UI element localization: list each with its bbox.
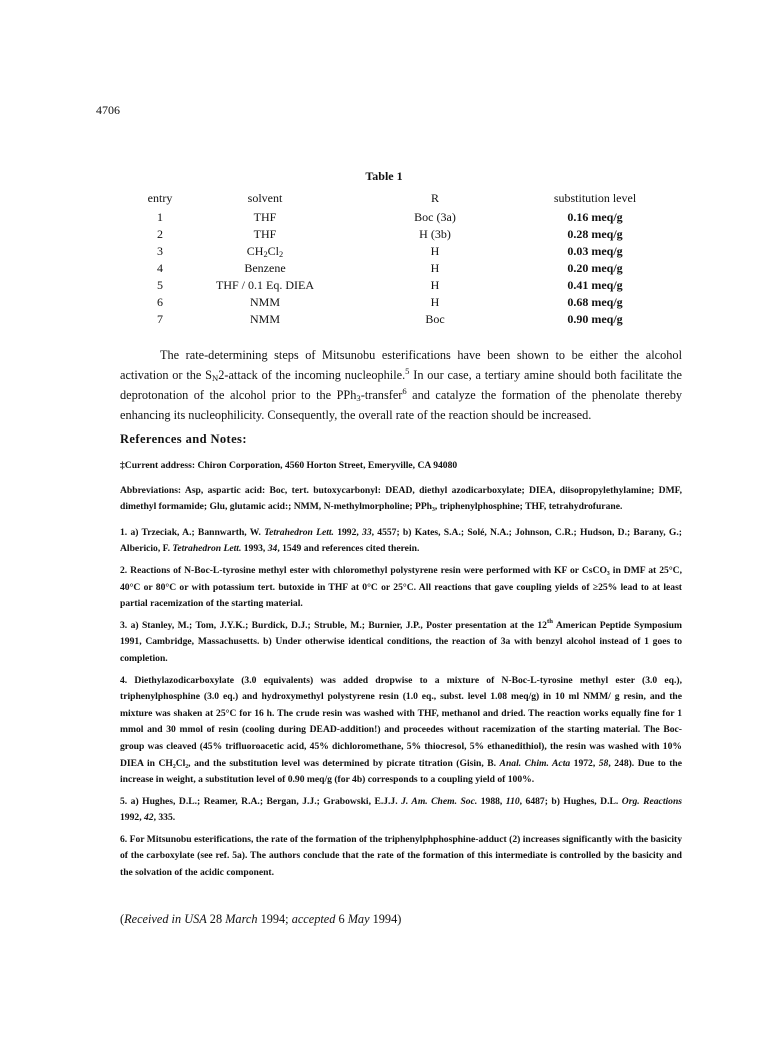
ref-text: 1988, bbox=[477, 795, 506, 807]
table-row bbox=[140, 243, 670, 260]
ref-text: 1993, bbox=[241, 543, 268, 555]
ref-volume: 34 bbox=[267, 543, 278, 555]
received-text: 28 bbox=[206, 912, 226, 926]
reference-4 bbox=[120, 673, 682, 789]
ref-text: 1972, bbox=[570, 757, 599, 769]
ref-journal: Tetrahedron Lett. bbox=[172, 543, 242, 555]
cell-level: 0.68 meq/g bbox=[567, 295, 623, 309]
cell-level: 0.41 meq/g bbox=[567, 278, 623, 292]
received-italic: May bbox=[347, 912, 370, 926]
table-title: Table 1 bbox=[365, 169, 403, 183]
cell-r: Boc bbox=[425, 312, 445, 326]
cell-level: 0.90 meq/g bbox=[567, 312, 623, 326]
cell-solvent: Benzene bbox=[244, 261, 286, 275]
received-line bbox=[120, 912, 401, 927]
cell-solvent: THF bbox=[253, 227, 277, 241]
ref-text: 1992, bbox=[333, 526, 363, 538]
body-paragraph bbox=[120, 345, 682, 425]
cell-solvent: NMM bbox=[249, 312, 280, 326]
body-text: and catalyze the formation of the phenolate thereby enhancing its nucleophilicity. Consequently, the overall rate of the reaction should be increased. bbox=[120, 388, 682, 422]
received-italic: March bbox=[225, 912, 258, 926]
cell-level: 0.28 meq/g bbox=[567, 227, 623, 241]
reference-6: 6. For Mitsunobu esterifications, the rate of the formation of the triphenylphphosphine-adduct (2) increases significantly with the basicity of the carboxylate (see ref. 5a). The authors conclude that the rate of the formation of this intermediate is controlled by the basicity and the solvation of the acidic component. bbox=[120, 833, 682, 879]
table-row bbox=[140, 277, 670, 294]
cell-solvent bbox=[180, 243, 350, 260]
received-text: ( bbox=[120, 912, 125, 926]
ref-text: , 335. bbox=[153, 812, 176, 824]
header-solvent: solvent bbox=[247, 190, 283, 205]
table-row bbox=[140, 209, 670, 226]
body-superscript: 6 bbox=[402, 386, 407, 396]
cell-entry: 4 bbox=[157, 261, 163, 275]
header-level: substitution level bbox=[553, 190, 637, 205]
ref-text: American Peptide Symposium 1991, Cambridge, Massachusetts. b) Under otherwise identical conditions, the reaction of 3a with benzyl alcohol instead of 1 goes to completion. bbox=[120, 619, 682, 664]
table-row bbox=[140, 294, 670, 311]
cell-r: Boc (3a) bbox=[414, 210, 456, 224]
received-italic: accepted bbox=[291, 912, 336, 926]
cell-r: H (3b) bbox=[419, 227, 451, 241]
ref-text: , 4557; b) Kates, S.A.; Solé, N.A.; Johnson, C.R.; Hudson, D.; Barany, G.; Albericio, F. bbox=[120, 526, 682, 555]
header-r: R bbox=[430, 190, 439, 205]
ref-text: 3. a) Stanley, M.; Tom, J.Y.K.; Burdick, D.J.; Struble, M.; Burnier, J.P., Poster presentation at the 12 bbox=[120, 619, 547, 631]
reference-5 bbox=[120, 794, 682, 827]
ref-volume: 33 bbox=[362, 526, 372, 538]
ref-journal: Org. Reactions bbox=[621, 795, 683, 807]
cell-r: H bbox=[430, 295, 440, 309]
ref-journal: Tetrahedron Lett. bbox=[264, 526, 334, 538]
cell-level: 0.16 meq/g bbox=[567, 210, 623, 224]
ref-text: , 6487; b) Hughes, D.L. bbox=[519, 795, 622, 807]
body-text: -transfer bbox=[360, 388, 403, 402]
received-text: 1994; bbox=[257, 912, 292, 926]
footnote-address: ‡Current address: Chiron Corporation, 4560 Horton Street, Emeryville, CA 94080 bbox=[120, 460, 458, 471]
ref-volume: 58 bbox=[598, 757, 609, 769]
ref-volume: 110 bbox=[505, 795, 520, 807]
ref-journal: Anal. Chim. Acta bbox=[499, 757, 571, 769]
results-table bbox=[140, 187, 670, 328]
solvent-subscript: 2 bbox=[279, 250, 284, 259]
table-row bbox=[140, 311, 670, 328]
cell-solvent: NMM bbox=[249, 295, 280, 309]
ref-text: 1. a) Trzeciak, A.; Bannwarth, W. bbox=[120, 526, 265, 538]
cell-r: H bbox=[430, 244, 440, 258]
references-list bbox=[120, 458, 682, 887]
ref-volume: 42 bbox=[143, 812, 154, 824]
reference-2: 2. Reactions of N-Boc-L-tyrosine methyl ester with chloromethyl polystyrene resin were performed with KF or CsCO₃ in DMF at 25°C, 40°C or 80°C or with potassium tert. butoxide in THF at 0°C or 25°C. All reactions that gave coupling yields of ≥25% lead to at least partial racemization of the starting material. bbox=[120, 564, 682, 610]
cell-entry: 6 bbox=[157, 295, 163, 309]
cell-entry: 3 bbox=[157, 244, 163, 258]
ref-text: 5. a) Hughes, D.L.; Reamer, R.A.; Bergan, J.J.; Grabowski, E.J.J. bbox=[120, 795, 402, 807]
body-subscript: 3 bbox=[356, 393, 361, 403]
table-row bbox=[140, 260, 670, 277]
body-text: 2-attack of the incoming nucleophile. bbox=[218, 368, 406, 382]
solvent-subscript: 2 bbox=[263, 250, 268, 259]
ref-text: , 1549 and references cited therein. bbox=[277, 543, 420, 555]
table-header-row bbox=[140, 187, 670, 209]
ref-text: , 248). Due to the increase in weight, a substitution level of 0.90 meq/g (for 4b) corresponds to a coupling yield of 100%. bbox=[120, 757, 682, 786]
cell-entry: 2 bbox=[157, 227, 163, 241]
reference-1 bbox=[120, 525, 682, 558]
table-row bbox=[140, 226, 670, 243]
body-text: In our case, a tertiary amine should both facilitate the deprotonation of the alcohol prior to the PPh bbox=[120, 368, 682, 402]
ref-journal: J. Am. Chem. Soc. bbox=[401, 795, 478, 807]
ref-text: 4. Diethylazodicarboxylate (3.0 equivalents) was added dropwise to a mixture of N-Boc-L-tyrosine methyl ester (3.0 eq.), triphenylphosphine (3.0 eq.) and hydroxymethyl polystyrene resin (1.0 eq., subst. level 1.08 meq/g) in 10 ml NMM/ g resin, and the mixture was shaken at 25°C for 16 h. The crude resin was washed with THF, methanol and dried. The reaction works equally fine for 1 mmol and 30 mmol of resin (cooling during DEAD-addition!) and proceedes without racemization of the starting material. The Boc-group was cleaved (45% trifluoroacetic acid, 45% dichloromethane, 5% thiocresol, 5% ethanedithiol), the resin was washed with 10% DIEA in CH₂Cl₂, and the substitution level was determined by picrate titration (Gisin, B. bbox=[120, 674, 682, 769]
ref-superscript: th bbox=[546, 617, 553, 625]
received-italic: Received in USA bbox=[124, 912, 207, 926]
references-heading: References and Notes: bbox=[120, 432, 247, 446]
page-number: 4706 bbox=[96, 103, 120, 117]
cell-entry: 1 bbox=[157, 210, 163, 224]
cell-entry: 5 bbox=[157, 278, 163, 292]
body-superscript: 5 bbox=[405, 366, 410, 376]
cell-solvent: THF bbox=[253, 210, 277, 224]
cell-r: H bbox=[430, 261, 440, 275]
solvent-part: Cl bbox=[267, 244, 279, 258]
cell-solvent: THF / 0.1 Eq. DIEA bbox=[216, 278, 314, 292]
reference-3 bbox=[120, 618, 682, 668]
body-subscript: N bbox=[211, 373, 219, 383]
header-entry: entry bbox=[147, 190, 173, 205]
received-text: 6 bbox=[335, 912, 348, 926]
cell-entry: 7 bbox=[157, 312, 163, 326]
cell-level: 0.03 meq/g bbox=[567, 244, 623, 258]
body-text: The rate-determining steps of Mitsunobu esterifications have been shown to be either the alcohol activation or the S bbox=[120, 348, 682, 382]
abbreviations: Abbreviations: Asp, aspartic acid: Boc, tert. butoxycarbonyl: DEAD, diethyl azodicarboxylate; DIEA, diisopropylethylamine; DMF, dimethyl formamide; Glu, glutamic acid:; NMM, N-methylmorpholine; PPh₃, triphenylphosphine; THF, tetrahydrofurane. bbox=[120, 484, 682, 513]
cell-r: H bbox=[430, 278, 440, 292]
solvent-part: CH bbox=[246, 244, 264, 258]
ref-text: 1992, bbox=[120, 812, 144, 824]
cell-level: 0.20 meq/g bbox=[567, 261, 623, 275]
received-text: 1994) bbox=[369, 912, 402, 926]
